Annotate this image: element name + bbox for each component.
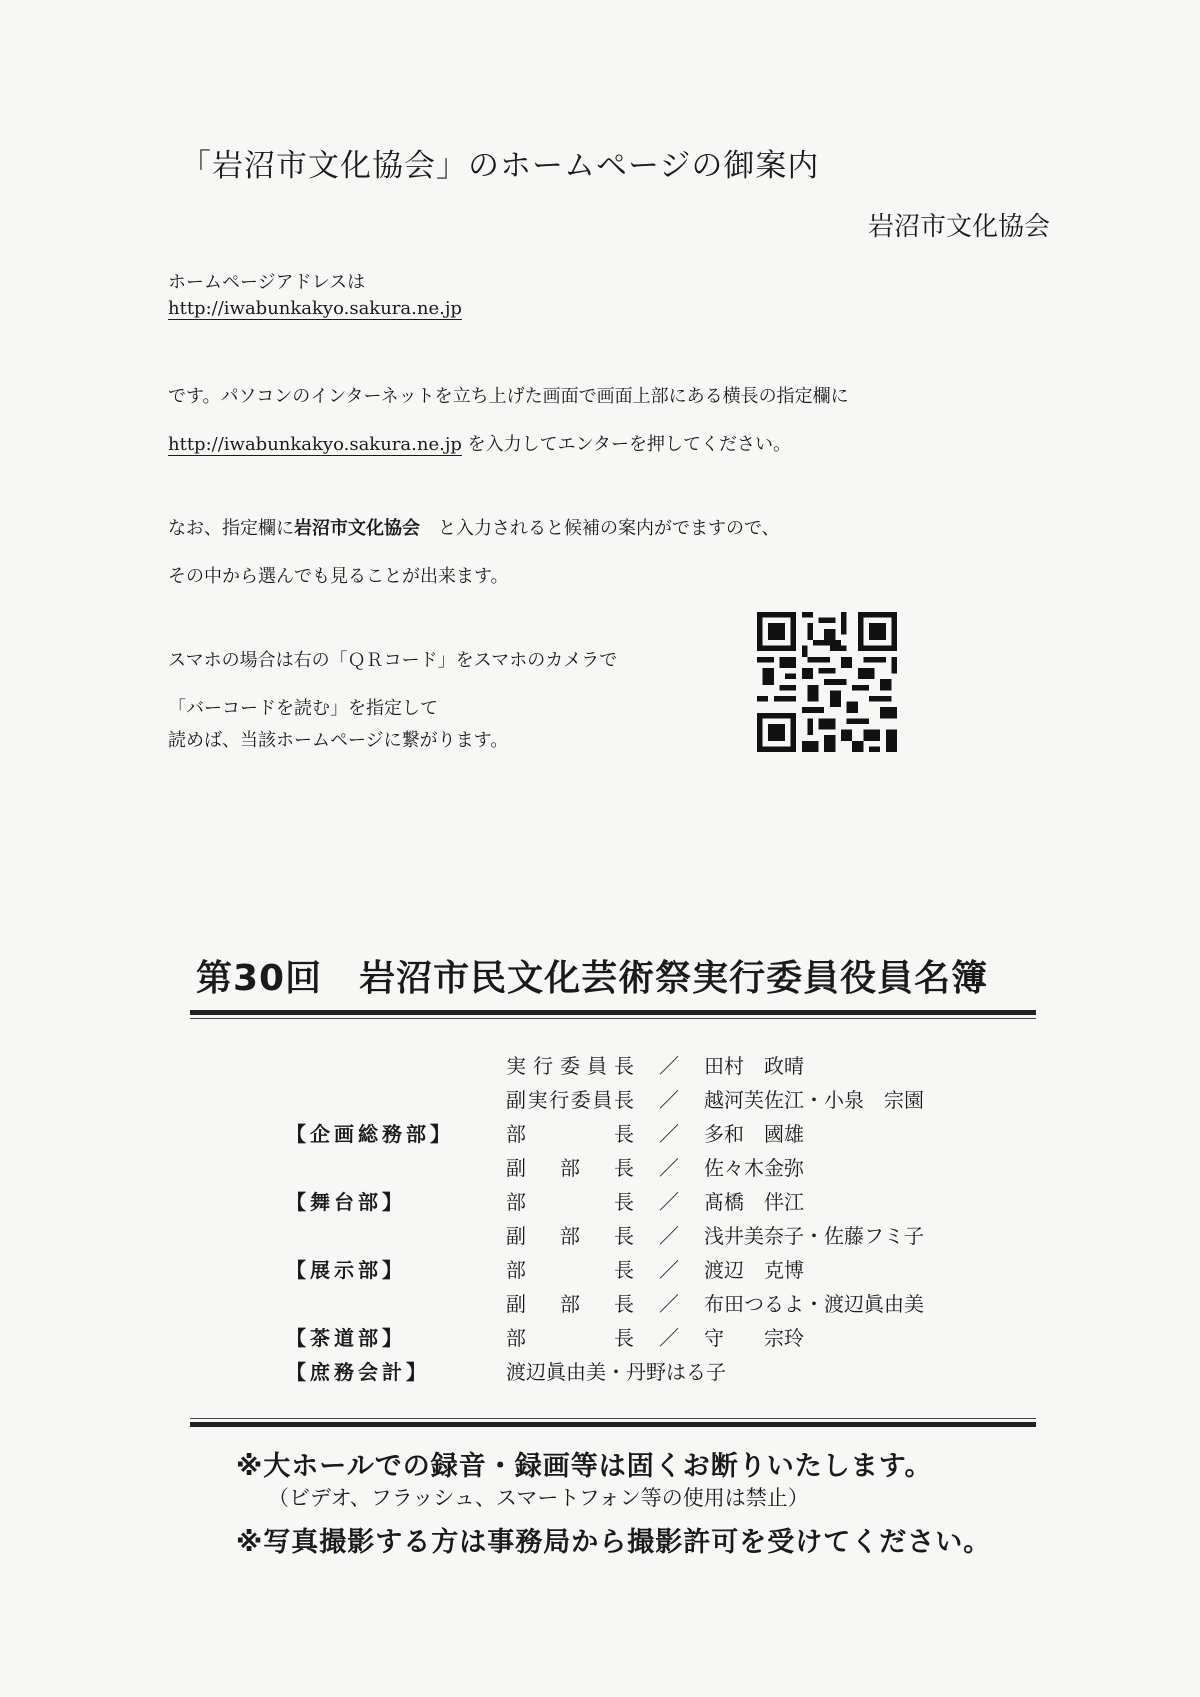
address-intro: ホームページアドレスは	[168, 272, 366, 293]
roster-separator: ／	[659, 1156, 679, 1180]
roster-role: 部 長	[506, 1326, 634, 1350]
roster-names: 越河芙佐江・小泉 宗園	[704, 1088, 924, 1112]
roster-separator: ／	[659, 1088, 679, 1112]
roster-row	[286, 1356, 726, 1385]
roster-row	[286, 1288, 924, 1317]
roster-title: 第30回 岩沼市民文化芸術祭実行委員役員名簿	[196, 958, 989, 999]
roster-names: 髙橋 伴江	[704, 1190, 804, 1214]
roster-separator: ／	[659, 1054, 679, 1078]
search-hint-line-2: その中から選んでも見ることが出来ます。	[168, 566, 509, 587]
roster-names: 田村 政晴	[704, 1054, 804, 1078]
roster-row	[286, 1322, 804, 1351]
roster-row	[286, 1186, 804, 1215]
homepage-url-1[interactable]: http://iwabunkakyo.sakura.ne.jp	[168, 298, 462, 319]
organization-name: 岩沼市文化協会	[868, 212, 1051, 242]
search-hint-keyword: 岩沼市文化協会	[294, 518, 420, 539]
roster-role: 副部長	[506, 1156, 634, 1180]
roster-separator: ／	[659, 1122, 679, 1146]
roster-separator: ／	[659, 1326, 679, 1350]
smartphone-line-3: 読めば、当該ホームページに繋がります。	[168, 730, 509, 751]
roster-role: 副実行委員長	[506, 1088, 634, 1112]
roster-department: 【展示部】	[286, 1258, 406, 1282]
qr-code-icon[interactable]	[757, 612, 897, 752]
roster-names: 渡辺眞由美・丹野はる子	[506, 1360, 726, 1384]
roster-row	[286, 1118, 804, 1147]
search-hint-prefix: なお、指定欄に	[168, 518, 294, 539]
roster-row	[286, 1084, 924, 1113]
instruction-line-2	[168, 430, 791, 456]
roster-role: 副部長	[506, 1224, 634, 1248]
roster-separator: ／	[659, 1190, 679, 1214]
homepage-url-2[interactable]: http://iwabunkakyo.sakura.ne.jp	[168, 434, 462, 455]
bottom-divider	[190, 1418, 1036, 1427]
roster-names: 布田つるよ・渡辺眞由美	[704, 1292, 924, 1316]
roster-separator: ／	[659, 1258, 679, 1282]
instruction-suffix: を入力してエンターを押してください。	[467, 434, 791, 455]
search-hint-line	[168, 514, 780, 540]
smartphone-line-2: 「バーコードを読む」を指定して	[168, 698, 438, 719]
roster-row	[286, 1152, 804, 1181]
top-divider	[190, 1010, 1036, 1019]
instruction-line: です。パソコンのインターネットを立ち上げた画面で画面上部にある横長の指定欄に	[168, 386, 849, 407]
roster-separator: ／	[659, 1292, 679, 1316]
roster-department: 【庶務会計】	[286, 1360, 430, 1384]
roster-department: 【舞台部】	[286, 1190, 406, 1214]
photo-permission-notice: ※写真撮影する方は事務局から撮影許可を受けてください。	[236, 1527, 992, 1558]
roster-role: 実行委員長	[506, 1054, 634, 1078]
roster-separator: ／	[659, 1224, 679, 1248]
page-title: 「岩沼市文化協会」のホームページの御案内	[180, 148, 820, 184]
roster-role: 部 長	[506, 1258, 634, 1282]
search-hint-suffix: と入力されると候補の案内がでますので、	[438, 518, 780, 539]
roster-department: 【企画総務部】	[286, 1122, 454, 1146]
roster-department: 【茶道部】	[286, 1326, 406, 1350]
roster-names: 浅井美奈子・佐藤フミ子	[704, 1224, 924, 1248]
roster-role: 副部長	[506, 1292, 634, 1316]
roster-row	[286, 1220, 924, 1249]
roster-names: 多和 國雄	[704, 1122, 804, 1146]
roster-row	[286, 1050, 804, 1079]
recording-prohibited-notice: ※大ホールでの録音・録画等は固くお断りいたします。	[236, 1451, 933, 1482]
roster-names: 佐々木金弥	[704, 1156, 804, 1180]
device-prohibited-note: （ビデオ、フラッシュ、スマートフォン等の使用は禁止）	[268, 1486, 809, 1510]
roster-role: 部 長	[506, 1122, 634, 1146]
roster-names: 守 宗玲	[704, 1326, 804, 1350]
roster-row	[286, 1254, 804, 1283]
roster-role: 部 長	[506, 1190, 634, 1214]
roster-names: 渡辺 克博	[704, 1258, 804, 1282]
smartphone-line-1: スマホの場合は右の「ＱＲコード」をスマホのカメラで	[168, 650, 618, 671]
